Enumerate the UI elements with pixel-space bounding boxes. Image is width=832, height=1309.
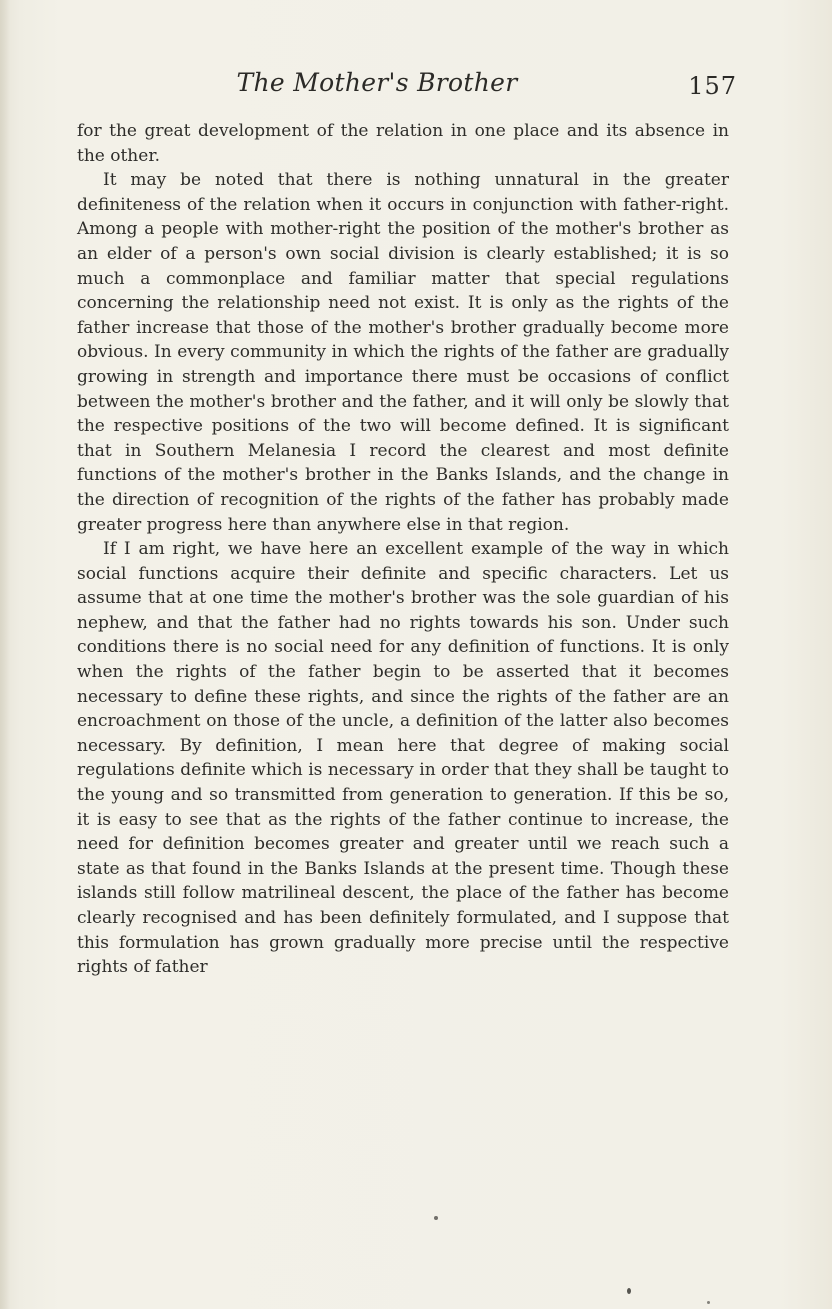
page-number: 157 <box>688 72 737 100</box>
ink-speck <box>707 1301 710 1304</box>
paragraph: It may be noted that there is nothing unnatural in the greater definiteness of the relation when it occurs in conjunction with father-right. Among a people with mother-right the position of the mother's brother as an elder of a person's own social division is clearly established; it is so much a commonplace and familiar matter that special regulations concerning the relationship need not exist. It is only as the rights of the father increase that those of the mother's brother gradually become more obvious. In every community in which the rights of the father are gradually growing in strength and importance there must be occasions of conflict between the mother's brother and the father, and it will only be slowly that the respective positions of the two will become defined. It is significant that in Southern Melanesia I record the clearest and most definite functions of the mother's brother in the Banks Islands, and the change in the direction of recognition of the rights of the father has probably made greater progress here than anywhere else in that region. <box>77 170 729 535</box>
running-head <box>77 66 737 100</box>
paragraph: If I am right, we have here an excellent example of the way in which social functions acquire their definite and specific characters. Let us assume that at one time the mother's brother was the sole guardian of his nephew, and that the father had no rights towards his son. Under such conditions there is no social need for any definition of functions. It is only when the rights of the father begin to be asserted that it becomes necessary to define these rights, and since the rights of the father are an encroachment on those of the uncle, a definition of the latter also becomes necessary. By definition, I mean here that degree of making social regulations definite which is necessary in order that they shall be taught to the young and so transmitted from generation to generation. If this be so, it is easy to see that as the rights of the father continue to increase, the need for definition becomes greater and greater until we reach such a state as that found in the Banks Islands at the present time. Though these islands still follow matrilineal descent, the place of the father has become clearly recognised and has been definitely formulated, and I suppose that this formulation has grown gradually more precise until the respective rights of father <box>77 539 729 978</box>
running-title: The Mother's Brother <box>236 68 518 97</box>
body-text <box>77 119 729 980</box>
page-gutter-shadow <box>0 0 10 1309</box>
ink-speck <box>627 1288 631 1294</box>
paragraph-continued: for the great development of the relation in one place and its absence in the other. <box>77 121 729 166</box>
ink-speck <box>434 1216 438 1220</box>
